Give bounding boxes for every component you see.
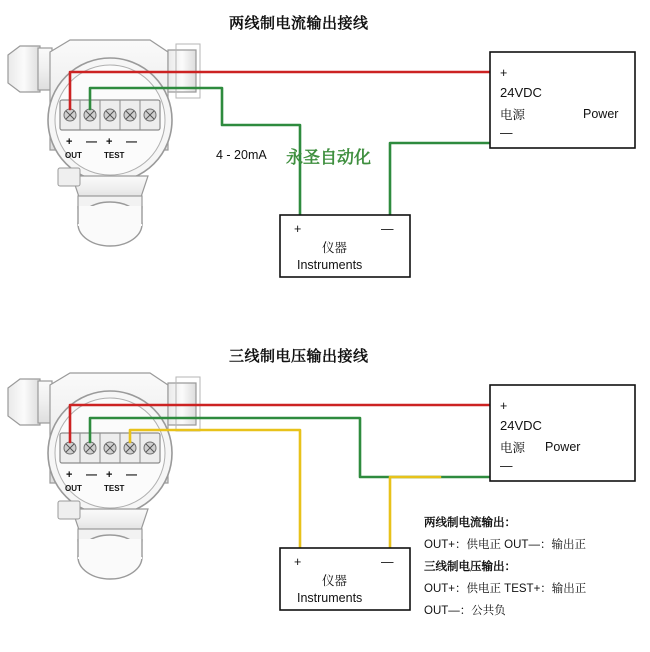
terminal-minus-bottom: — [86,469,97,481]
section-title-bottom: 三线制电压输出接线 [229,348,369,365]
watermark-text: 永圣自动化 [286,148,371,167]
instrument-minus-top: — [381,222,394,236]
power-label-en-bottom: Power [545,440,581,454]
signal-range-label: 4 - 20mA [216,148,267,162]
notes-block [424,512,586,622]
terminal-test-label-top: TEST [104,151,125,160]
instrument-label-cn-bottom: 仪器 [322,574,348,588]
power-minus-bottom: — [500,459,513,473]
terminal-plus2-top: + [106,136,113,148]
instrument-label-cn-top: 仪器 [322,241,348,255]
instrument-minus-bottom: — [381,555,394,569]
terminal-out-label-bottom: OUT [65,484,82,493]
power-minus-top: — [500,126,513,140]
terminal-out-label-top: OUT [65,151,82,160]
power-label-cn-top: 电源 [500,108,526,122]
note-line-0: 两线制电流输出： [424,517,516,529]
terminal-test-label-bottom: TEST [104,484,125,493]
note-line-4: OUT—：公共负 [424,605,506,617]
instrument-label-en-top: Instruments [297,258,363,272]
power-voltage-top: 24VDC [500,85,542,100]
terminal-plus-bottom: + [66,469,73,481]
power-label-cn-bottom: 电源 [500,441,526,455]
power-label-en-top: Power [583,107,619,121]
terminal-minus2-top: — [126,136,137,148]
power-plus-top: + [500,66,508,80]
power-plus-bottom: + [500,399,508,413]
terminal-plus-top: + [66,136,73,148]
terminal-plus2-bottom: + [106,469,113,481]
terminal-minus-top: — [86,136,97,148]
note-line-1: OUT+：供电正 OUT—：输出正 [424,539,586,551]
note-line-3: OUT+：供电正 TEST+：输出正 [424,583,587,595]
section-title-top: 两线制电流输出接线 [229,15,369,32]
instrument-label-en-bottom: Instruments [297,591,363,605]
power-voltage-bottom: 24VDC [500,418,542,433]
instrument-plus-top: + [294,222,302,236]
note-line-2: 三线制电压输出： [424,561,516,573]
instrument-plus-bottom: + [294,555,302,569]
terminal-minus2-bottom: — [126,469,137,481]
